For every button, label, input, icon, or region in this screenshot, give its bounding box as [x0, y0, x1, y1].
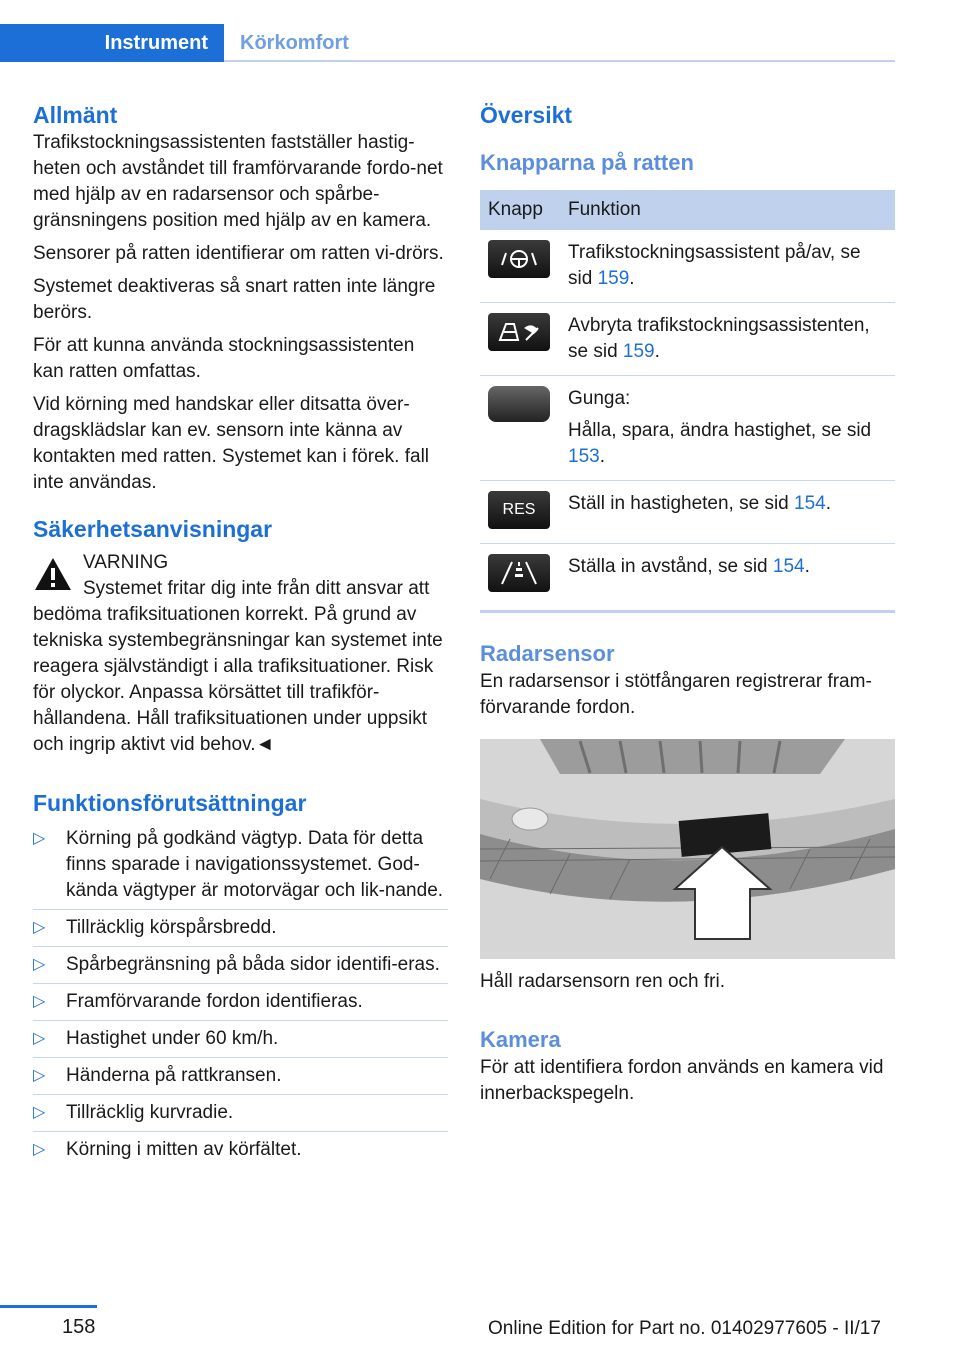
distance-cancel-icon [488, 313, 550, 351]
bullet-icon: ▷ [33, 1067, 46, 1084]
edition-label: Online Edition for Part no. 01402977605 - II/17 [488, 1318, 881, 1339]
section-title-sakerhet: Säkerhetsanvisningar [33, 516, 273, 542]
section-title-allmant: Allmänt [33, 102, 118, 128]
buttons-table [480, 190, 895, 613]
list-item: ▷ Tillräcklig körspårsbredd. [33, 915, 448, 947]
paragraph: För att kunna använda stockningsassistenten kan ratten omfattas. [33, 335, 415, 382]
paragraph: För att identifiera fordon används en kamera vid innerbackspegeln. [480, 1057, 884, 1104]
warning-triangle-icon [33, 556, 73, 592]
list-item: ▷ Körning i mitten av körfältet. [33, 1137, 448, 1168]
page-link[interactable]: 154 [794, 493, 826, 514]
function-label: Gunga: [568, 388, 631, 409]
function-cell: Ställa in avstånd, se sid 154. [560, 544, 895, 612]
warning-text: Systemet fritar dig inte från ditt ansvar att bedöma trafiksituationen korrekt. På grund av tekniska systembegränsningar kan systemet inte reagera självständigt i alla trafiksituationer. Risk för olyckor. Anpassa körsättet till trafikför-hållandena. Håll trafiksituationen under uppsikt och ingrip aktivt vid behov.◄ [33, 578, 443, 755]
page-link[interactable]: 159 [597, 268, 630, 289]
rocker-switch-icon [488, 386, 550, 422]
condition-list [33, 826, 448, 1168]
section-title-oversikt: Översikt [480, 102, 573, 128]
warning-block [33, 550, 448, 758]
image-caption: Håll radarsensorn ren och fri. [480, 971, 725, 992]
bullet-icon: ▷ [33, 1141, 46, 1158]
paragraph: Trafikstockningsassistenten fastställer hastig-heten och avståndet till framförvarande fordo-net med hjälp av en radarsensor och spårbe-gränsningens position med hjälp av en kamera. [33, 132, 443, 231]
function-cell: Ställ in hastigheten, se sid 154. [560, 481, 895, 544]
table-row [480, 230, 895, 303]
table-row [480, 481, 895, 544]
column-header-knapp: Knapp [480, 190, 560, 230]
page-number: 158 [62, 1316, 96, 1338]
warning-label: VARNING [83, 552, 169, 573]
footer-rule [0, 1305, 97, 1308]
bullet-icon: ▷ [33, 993, 46, 1010]
res-button-icon: RES [488, 491, 550, 529]
tab-korkomfort[interactable]: Körkomfort [240, 31, 349, 54]
left-column [33, 100, 448, 1173]
function-cell: Avbryta trafikstockningsassistenten, se sid 159. [560, 303, 895, 376]
bullet-icon: ▷ [33, 956, 46, 973]
bullet-icon: ▷ [33, 1104, 46, 1121]
subsection-title-knappar: Knapparna på ratten [480, 150, 694, 175]
table-row [480, 544, 895, 612]
paragraph: Sensorer på ratten identifierar om ratten vi-drörs. [33, 243, 444, 264]
paragraph: En radarsensor i stötfångaren registrerar fram-förvarande fordon. [480, 671, 872, 718]
page-link[interactable]: 154 [772, 556, 805, 577]
paragraph: Systemet deaktiveras så snart ratten inte längre berörs. [33, 276, 436, 323]
section-title-funktion: Funktionsförutsättningar [33, 790, 307, 816]
distance-setting-icon [488, 554, 550, 592]
bullet-icon: ▷ [33, 1030, 46, 1047]
list-item: ▷ Spårbegränsning på båda sidor identifi-eras. [33, 952, 448, 984]
list-item: ▷ Hastighet under 60 km/h. [33, 1026, 448, 1058]
subsection-title-kamera: Kamera [480, 1027, 561, 1052]
function-cell: Trafikstockningsassistent på/av, se sid 159. [560, 230, 895, 303]
page-link[interactable]: 159 [622, 341, 655, 362]
table-row [480, 376, 895, 481]
column-header-funktion: Funktion [560, 190, 895, 230]
page-link[interactable]: 153 [568, 446, 600, 467]
table-row [480, 303, 895, 376]
paragraph: Vid körning med handskar eller ditsatta över-dragsklädslar kan ev. sensorn inte känna av kontakten med ratten. Systemet kan i förek. fall inte användas. [33, 394, 430, 493]
bullet-icon: ▷ [33, 919, 46, 936]
radar-sensor-image [480, 739, 895, 959]
list-item: ▷ Körning på godkänd vägtyp. Data för detta finns sparade i navigationssystemet. God-kända vägtyper är motorvägar och lik-nande. [33, 826, 448, 910]
list-item: ▷ Framförvarande fordon identifieras. [33, 989, 448, 1021]
right-column [480, 100, 895, 1114]
function-cell: Gunga: Hålla, spara, ändra hastighet, se sid 153. [560, 376, 895, 481]
steering-assist-icon [488, 240, 550, 278]
list-item: ▷ Händerna på rattkransen. [33, 1063, 448, 1095]
bullet-icon: ▷ [33, 830, 46, 847]
tab-instrument[interactable]: Instrument [0, 24, 224, 62]
subsection-title-radar: Radarsensor [480, 641, 615, 666]
list-item: ▷ Tillräcklig kurvradie. [33, 1100, 448, 1132]
